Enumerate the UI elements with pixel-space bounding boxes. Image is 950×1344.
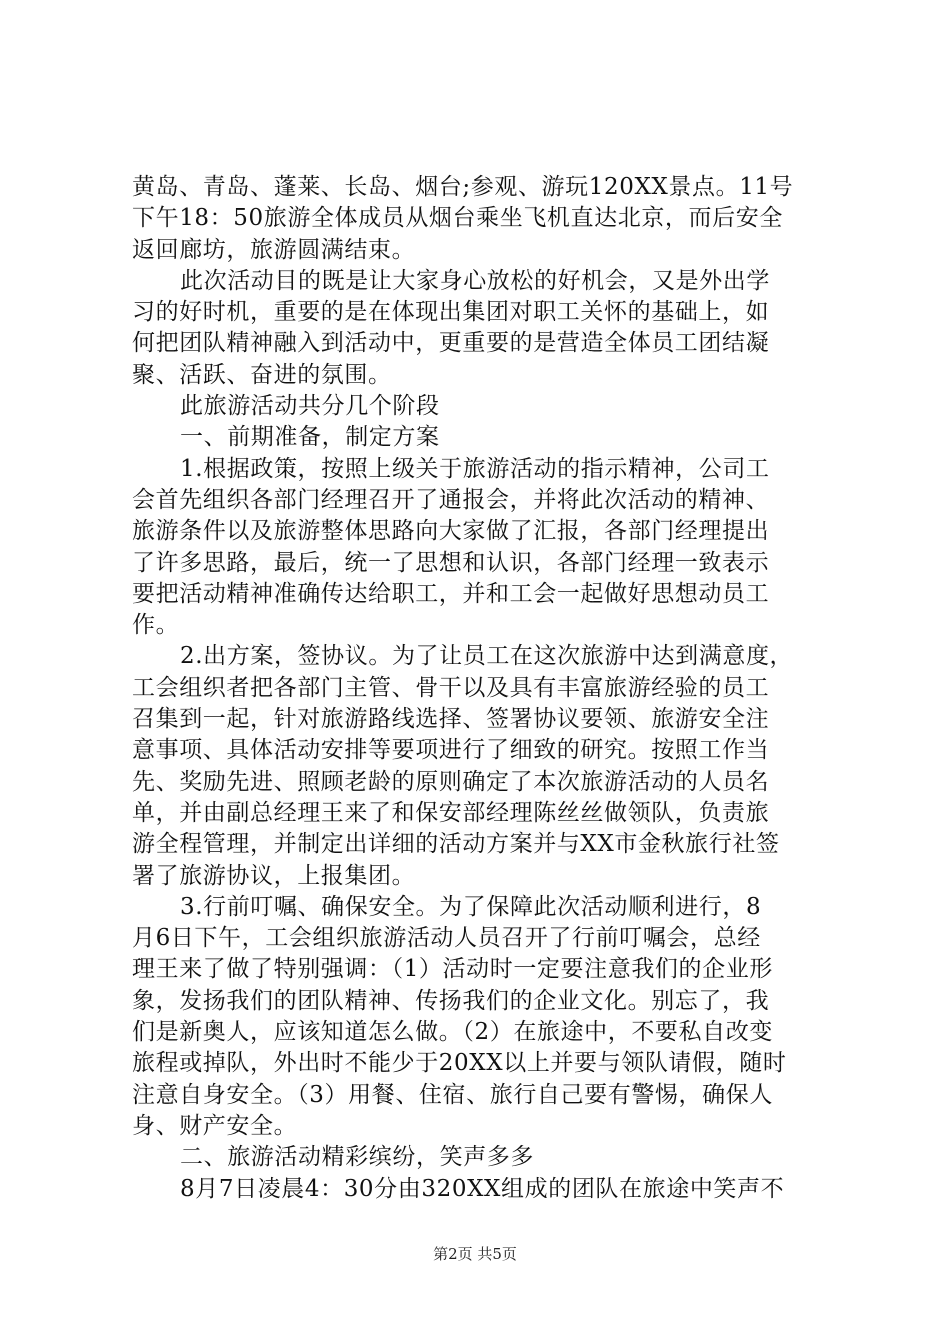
text-line: 身、财产安全。	[132, 1112, 298, 1139]
text-line: 8月7日凌晨4：30分由320XX组成的团队在旅途中笑声不	[180, 1175, 785, 1202]
text-line: 先、奖励先进、照顾老龄的原则确定了本次旅游活动的人员名	[132, 768, 770, 795]
document-body	[132, 172, 832, 1205]
text-line: 了许多思路，最后，统一了思想和认识，各部门经理一致表示	[132, 549, 770, 576]
text-line: 2.出方案，签协议。为了让员工在这次旅游中达到满意度，	[180, 643, 794, 670]
text-line: 作。	[132, 612, 180, 639]
text-line: 们是新奥人，应该知道怎么做。（2）在旅途中，不要私自改变	[132, 1019, 773, 1046]
text-line: 注意自身安全。（3）用餐、住宿、旅行自己要有警惕，确保人	[132, 1081, 773, 1108]
text-line: 理王来了做了特别强调：（1）活动时一定要注意我们的企业形	[132, 956, 773, 983]
text-line: 返回廊坊，旅游圆满结束。	[132, 236, 416, 263]
page-footer: 第2页 共5页	[433, 1245, 517, 1263]
text-line: 要把活动精神准确传达给职工，并和工会一起做好思想动员工	[132, 580, 770, 607]
text-line: 召集到一起，针对旅游路线选择、签署协议要领、旅游安全注	[132, 706, 770, 733]
text-line: 何把团队精神融入到活动中，更重要的是营造全体员工团结凝	[132, 330, 770, 357]
text-line: 月6日下午，工会组织旅游活动人员召开了行前叮嘱会，总经	[132, 925, 761, 952]
text-line: 游全程管理，并制定出详细的活动方案并与XX市金秋旅行社签	[132, 831, 780, 858]
text-line: 二、旅游活动精彩缤纷，笑声多多	[180, 1144, 534, 1171]
text-line: 此次活动目的既是让大家身心放松的好机会，又是外出学	[180, 267, 770, 294]
text-line: 此旅游活动共分几个阶段	[180, 393, 440, 420]
text-line: 署了旅游协议，上报集团。	[132, 862, 416, 889]
text-line: 一、前期准备，制定方案	[180, 424, 440, 451]
text-line: 会首先组织各部门经理召开了通报会，并将此次活动的精神、	[132, 486, 770, 513]
text-line: 3.行前叮嘱、确保安全。为了保障此次活动顺利进行，8	[180, 893, 762, 920]
text-line: 习的好时机，重要的是在体现出集团对职工关怀的基础上，如	[132, 299, 770, 326]
text-line: 工会组织者把各部门主管、骨干以及具有丰富旅游经验的员工	[132, 674, 770, 701]
text-line: 旅程或掉队，外出时不能少于20XX以上并要与领队请假，随时	[132, 1050, 787, 1077]
text-line: 聚、活跃、奋进的氛围。	[132, 361, 392, 388]
text-line: 旅游条件以及旅游整体思路向大家做了汇报，各部门经理提出	[132, 518, 770, 545]
text-line: 下午18：50旅游全体成员从烟台乘坐飞机直达北京，而后安全	[132, 205, 783, 232]
text-line: 1.根据政策，按照上级关于旅游活动的指示精神，公司工	[180, 455, 770, 482]
text-line: 黄岛、青岛、蓬莱、长岛、烟台;参观、游玩120XX景点。11号	[132, 174, 794, 200]
text-line: 象，发扬我们的团队精神、传扬我们的企业文化。别忘了，我	[132, 987, 770, 1014]
text-line: 意事项、具体活动安排等要项进行了细致的研究。按照工作当	[132, 737, 770, 764]
text-line: 单，并由副总经理王来了和保安部经理陈丝丝做领队，负责旅	[132, 799, 770, 826]
